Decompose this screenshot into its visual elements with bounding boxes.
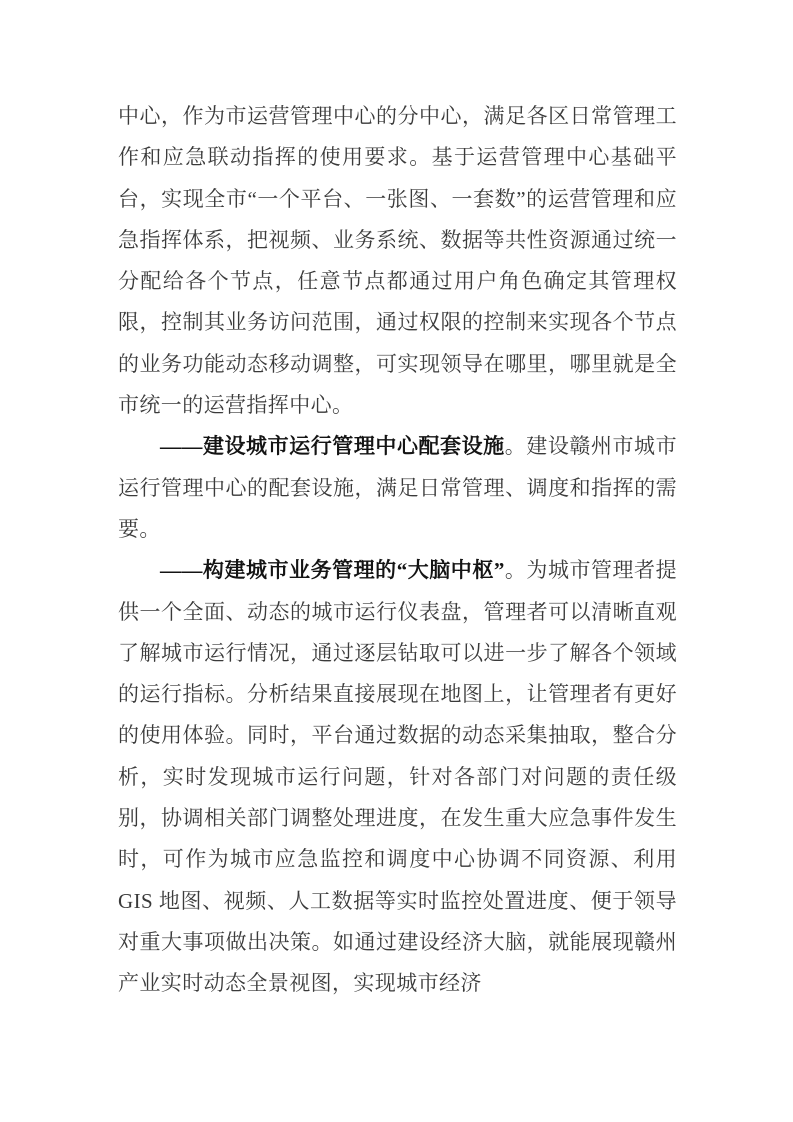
paragraph-continuation-text: 中心，作为市运营管理中心的分中心，满足各区日常管理工作和应急联动指挥的使用要求。基于运营管理中心基础平台，实现全市“一个平台、一张图、一套数”的运营管理和应急指挥体系，把视频、业务系统、数据等共性资源通过统一分配给各个节点，任意节点都通过用户角色确定其管理权限，控制其业务访问范围，通过权限的控制来实现各个节点的业务功能动态移动调整，可实现领导在哪里，哪里就是全市统一的运营指挥中心。 xyxy=(118,104,677,418)
paragraph-brain-hub-text: 。为城市管理者提供一个全面、动态的城市运行仪表盘，管理者可以清晰直观了解城市运行情况，通过逐层钻取可以进一步了解各个领域的运行指标。分析结果直接展现在地图上，让管理者有更好的使用体验。同时，平台通过数据的动态采集抽取，整合分析，实时发现城市运行问题，针对各部门对问题的责任级别，协调相关部门调整处理进度，在发生重大应急事件发生时，可作为城市应急监控和调度中心协调不同资源、利用 GIS 地图、视频、人工数据等实时监控处置进度、便于领导对重大事项做出决策。如通过建设经济大脑，就能展现赣州产业实时动态全景视图，实现城市经济 xyxy=(118,558,677,996)
paragraph-continuation xyxy=(118,96,677,426)
paragraph-supporting-facilities-lead: ——建设城市运行管理中心配套设施 xyxy=(160,434,505,459)
paragraph-supporting-facilities xyxy=(118,426,677,550)
paragraph-brain-hub-lead: ——构建城市业务管理的“大脑中枢” xyxy=(160,558,505,583)
document-text-block xyxy=(118,96,677,1005)
paragraph-brain-hub xyxy=(118,550,677,1004)
paragraph-supporting-facilities-text: 。建设赣州市城市运行管理中心的配套设施，满足日常管理、调度和指挥的需要。 xyxy=(118,434,677,541)
